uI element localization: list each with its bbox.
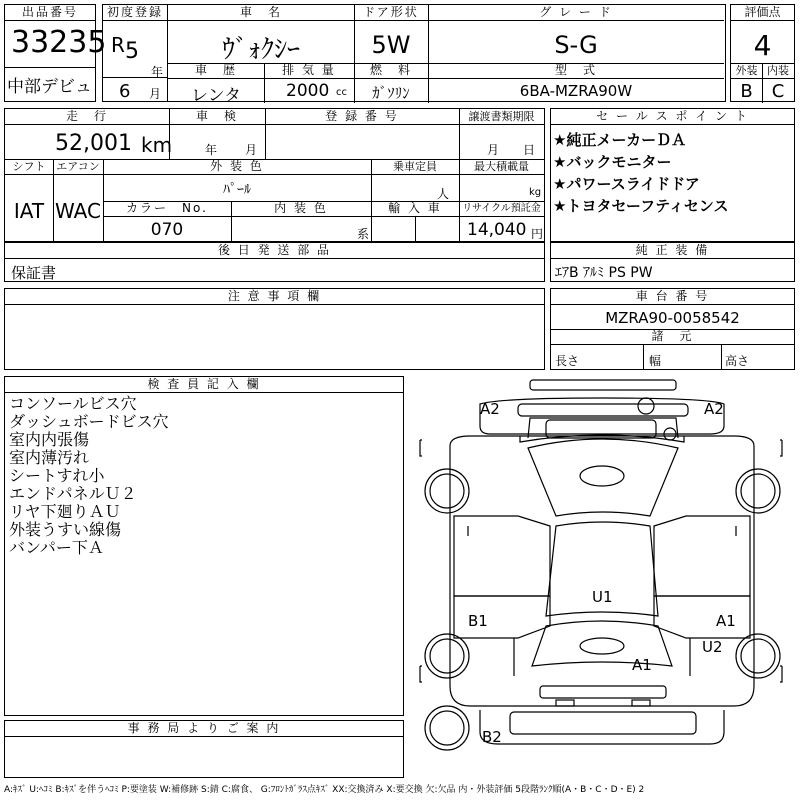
chassis-block [550,288,795,370]
mark-b2: B2 [482,728,502,746]
capacity-label: 乗車定員 [371,159,460,175]
debut-label: 中部デビュ [5,67,95,101]
notes-block [4,288,545,370]
inspector-note-item: リヤ下廻りＡＵ [9,502,121,521]
mark-u1: U1 [592,588,613,606]
reg-month: 6 [119,81,131,102]
inspector-note-item: 室内薄汚れ [9,448,90,467]
grade-label: グ レ ー ド [428,5,724,21]
mileage: 52,001 [55,131,132,156]
mark-a1-right: A1 [716,612,736,630]
fuel: ｶﾞｿﾘﾝ [372,84,410,102]
era: R [111,33,125,57]
inspection-year-unit: 年 [205,143,218,157]
ext-color: ﾊﾟｰﾙ [223,182,251,198]
capacity-unit: 人 [437,187,450,201]
first-registration-cell [102,4,168,102]
history: レンタ [191,86,241,106]
model-label: 型 式 [428,63,724,79]
int-color-label: 内 装 色 [231,201,372,217]
inspector-block [4,376,404,716]
equipment-block [550,242,795,282]
mark-u2: U2 [702,638,723,656]
displacement: 2000 [286,81,330,101]
inspector-note-item: バンパー下Ａ [9,538,104,557]
transfer-month-unit: 月 [487,143,500,157]
model-code: 6BA-MZRA90W [519,82,633,100]
car-name: ｳﾞｫｸｼｰ [221,35,300,65]
int-label: 内装 [762,63,794,79]
sales-points-block [550,108,795,242]
inspector-note-item: コンソールビス穴 [9,394,137,413]
inspector-note-item: ダッシュボードビス穴 [9,412,169,431]
inspector-note-item: エンドパネルＵ２ [9,484,137,503]
history-label: 車 歴 [168,63,265,79]
reg-year-unit: 年 [151,65,164,79]
lot-number-cell [4,4,107,102]
equipment-label: 純 正 装 備 [551,243,794,259]
chassis-label: 車 台 番 号 [551,289,794,305]
int-grade: C [771,81,785,102]
width-label: 幅 [649,354,662,368]
sales-points-list [553,129,728,217]
shift: IAT [13,199,45,223]
ext-color-label: 外 装 色 [103,159,372,175]
color-no-label: カラー No. [103,201,232,217]
sales-point-item: ★バックモニター [553,153,672,171]
sales-point-item: ★パワースライドドア [553,175,700,193]
door-type: 5W [371,31,411,59]
transfer-label: 譲渡書類期限 [459,109,544,125]
grade: S-G [554,31,598,59]
door-label: ドア形状 [354,5,429,21]
notes-label: 注 意 事 項 欄 [5,289,544,305]
first-reg-label: 初度登録 [103,5,167,21]
inspection-label: 車 検 [169,109,266,125]
max-load-label: 最大積載量 [459,159,544,175]
name-door-grade-block [168,4,726,106]
top-block [4,4,795,106]
inspector-note-item: 外装うすい線傷 [9,520,122,539]
reg-year: 5 [125,39,139,64]
score-label: 評価点 [731,5,794,21]
inspector-notes-list [9,395,169,557]
lot-number: 33235 [11,25,107,60]
legend: A:ｷｽﾞ U:ﾍｺﾐ B:ｷｽﾞを伴うﾍｺﾐ P:要塗装 W:補修跡 S:錆 C:腐食、 G:ﾌﾛﾝﾄｶﾞﾗｽ点ｷｽﾞ XX:交換済み X:要交換 欠:欠品 内・外装評価 5段階ﾗﾝｸ順(A・B・C・D・E) 2 [4,785,645,795]
office-block [4,720,404,778]
lot-number-label: 出品番号 [5,5,95,21]
details-block [4,108,545,242]
reg-no-label: 登 録 番 号 [265,109,460,125]
height-label: 高さ [725,354,750,368]
equipment-value: ｴｱB ｱﾙﾐ PS PW [555,265,653,281]
mark-a2-right: A2 [704,400,724,418]
inspection-month-unit: 月 [245,143,258,157]
recycle-label: リサイクル預託金 [459,201,544,217]
displacement-unit: cc [336,87,347,98]
shift-label: シフト [5,159,54,175]
sales-points-label: セ ー ル ス ポ イ ン ト [551,109,794,125]
max-load-unit: kg [529,187,542,198]
inspector-note-item: シートすれ小 [9,466,105,485]
recycle-fee: 14,040 [467,220,527,240]
score: 4 [753,29,772,62]
mark-a1-center: A1 [632,656,652,674]
car-diagram [410,376,795,778]
sales-point-item: ★純正メーカーＤＡ [553,131,687,149]
sales-point-item: ★トヨタセーフティセンス [553,197,729,215]
int-color-unit: 系 [357,227,370,241]
car-diagram-svg [410,376,795,778]
fuel-label: 燃 料 [354,63,429,79]
office-label: 事 務 局 よ り ご 案 内 [5,721,403,737]
car-name-label: 車 名 [168,5,355,21]
displacement-label: 排 気 量 [264,63,355,79]
color-no: 070 [150,220,184,240]
mark-a2-left: A2 [480,400,500,418]
later-parts-label: 後 日 発 送 部 品 [5,243,544,259]
chassis-number: MZRA90-0058542 [605,309,740,327]
inspector-label: 検 査 員 記 入 欄 [5,377,403,393]
inspector-note-item: 室内内張傷 [9,430,90,449]
reg-month-unit: 月 [149,87,162,101]
ext-label: 外装 [731,63,763,79]
ac-label: エアコン [53,159,104,175]
mileage-unit: km [141,133,173,157]
ac: WAC [55,199,101,223]
recycle-unit: 円 [531,227,544,241]
dimensions-label: 諸 元 [551,329,794,345]
later-parts-block [4,242,545,282]
mileage-label: 走 行 [5,109,170,125]
mark-b1: B1 [468,612,488,630]
ext-grade: B [740,81,753,102]
transfer-day-unit: 日 [523,143,536,157]
length-label: 長さ [555,354,580,368]
score-block [730,4,795,102]
import-label: 輸 入 車 [371,201,460,217]
later-parts-value: 保証書 [11,264,57,282]
